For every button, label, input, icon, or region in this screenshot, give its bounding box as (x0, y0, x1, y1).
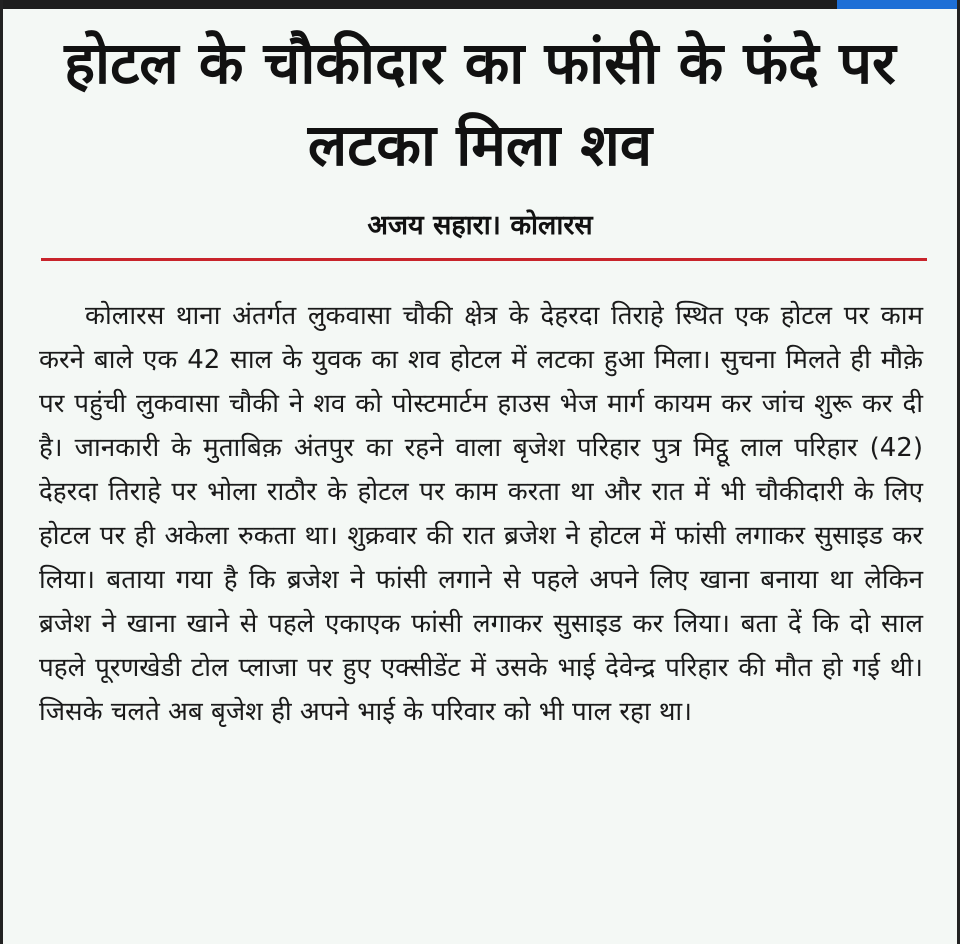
byline: अजय सहारा। कोलारस (367, 210, 593, 241)
top-border-bar (3, 0, 957, 9)
red-divider-rule (41, 258, 927, 261)
headline: होटल के चौकीदार का फांसी के फंदे पर लटका मिला शव (64, 29, 896, 179)
article-body: कोलारस थाना अंतर्गत लुकवासा चौकी क्षेत्र के देहरदा तिराहे स्थित एक होटल पर काम करने बाले एक 42 साल के युवक का शव होटल में लटका हुआ मिला। सुचना मिलते ही मौक़े पर पहुंची लुकवासा चौकी ने शव को पोस्टमार्टम हाउस भेज मार्ग कायम कर जांच शुरू कर दी है। जानकारी के मुताबिक़ अंतपुर का रहने वाला बृजेश परिहार पुत्र मिट्ठू लाल परिहार (42) देहरदा तिराहे पर भोला राठौर के होटल पर काम करता था और रात में भी चौकीदारी के लिए होटल पर ही अकेला रुकता था। शुक्रवार की रात ब्रजेश ने होटल में फांसी लगाकर सुसाइड कर लिया। बताया गया है कि ब्रजेश ने फांसी लगाने से पहले अपने लिए खाना बनाया था लेकिन ब्रजेश ने खाना खाने से पहले एकाएक फांसी लगाकर सुसाइड कर लिया। बता दें कि दो साल पहले पूरणखेडी टोल प्लाजा पर हुए एक्सीडेंट में उसके भाई देवेन्द्र परिहार की मौत हो गई थी। जिसके चलते अब बृजेश ही अपने भाई के परिवार को भी पाल रहा था। (39, 301, 923, 727)
blue-accent-strip (837, 0, 957, 9)
